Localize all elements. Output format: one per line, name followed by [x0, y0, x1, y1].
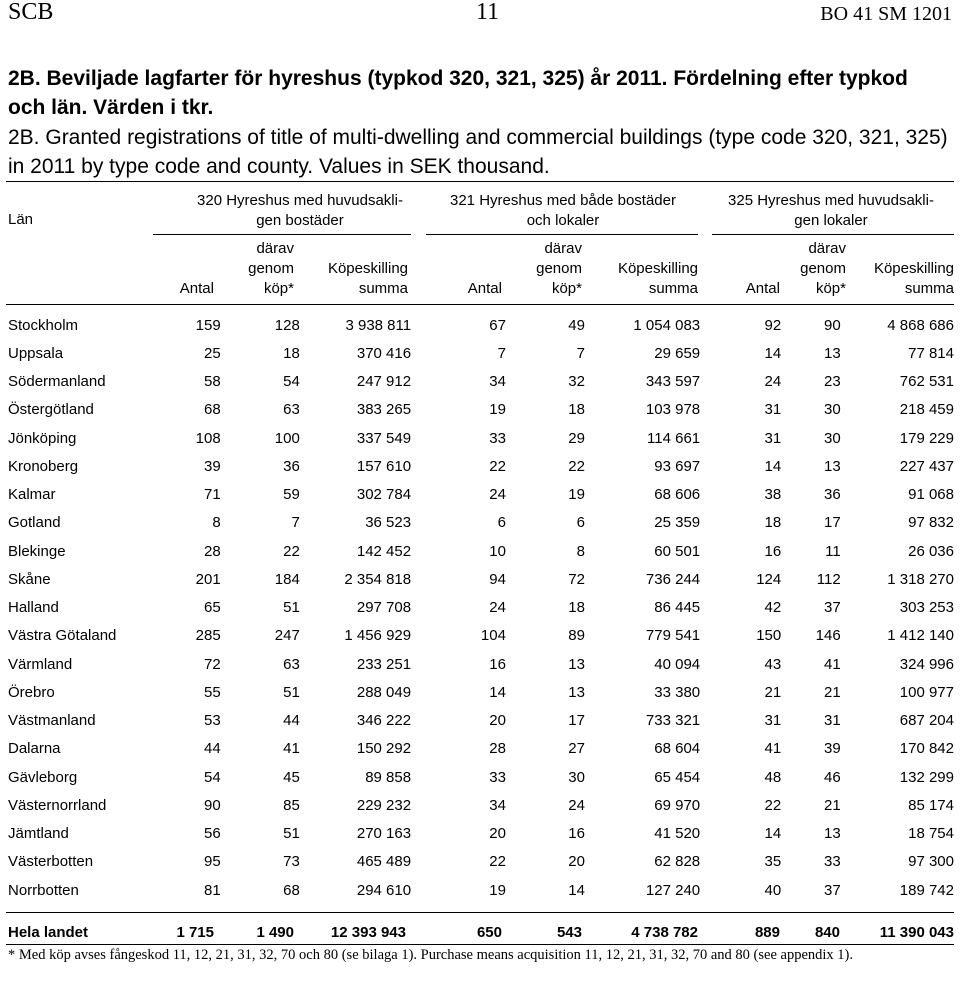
page-number: 11: [476, 0, 500, 25]
report-code: BO 41 SM 1201: [820, 3, 952, 25]
subheader-kop-325: [840, 259, 954, 299]
county-name: Västra Götaland: [8, 627, 117, 645]
table-cell: 68: [283, 881, 300, 899]
table-cell: 19: [489, 401, 506, 419]
group-header-320: [170, 191, 430, 231]
table-row: [8, 396, 954, 424]
table-row: [8, 537, 954, 565]
county-name: Örebro: [8, 683, 55, 701]
table-cell: 31: [764, 401, 782, 419]
table-cell: 33: [489, 429, 506, 447]
table-cell: 16: [764, 542, 782, 560]
table-cell: 128: [274, 316, 300, 334]
table-cell: 22: [489, 853, 506, 871]
subheader-kop-line1: Köpeskilling: [617, 260, 698, 277]
table-cell: 54: [283, 373, 300, 391]
county-name: Västernorrland: [8, 796, 107, 814]
table-cell: 37: [823, 599, 841, 617]
table-cell: 65 454: [654, 768, 701, 786]
group-header-320-line1: 320 Hyreshus med huvudsakli-: [197, 192, 403, 209]
table-cell: 53: [204, 712, 221, 730]
table-cell: 46: [823, 768, 841, 786]
table-cell: 127 240: [645, 881, 701, 899]
table-row: [8, 594, 954, 622]
group-header-320-line2: gen bostäder: [256, 212, 344, 229]
table-cell: 297 708: [356, 599, 412, 617]
table-cell: 8: [576, 542, 585, 560]
table-cell: 45: [283, 768, 300, 786]
subheader-darav-line2: genom: [248, 260, 294, 277]
table-cell: 4 868 686: [887, 316, 954, 334]
table-cell: 22: [568, 457, 585, 475]
table-cell: 124: [756, 570, 782, 588]
subheader-antal-320: Antal: [179, 280, 214, 297]
table-cell: 93 697: [654, 457, 701, 475]
table-row: [8, 848, 954, 876]
table-cell: 34: [489, 796, 506, 814]
table-cell: 68 606: [654, 486, 701, 504]
table-cell: 89 858: [365, 768, 412, 786]
table-cell: 77 814: [908, 344, 954, 362]
table-cell: 92: [764, 316, 782, 334]
table-cell: 24: [489, 486, 506, 504]
table-cell: 13: [568, 683, 585, 701]
table-cell: 44: [204, 740, 221, 758]
table-cell: 31: [823, 712, 841, 730]
subheader-kop-line2: summa: [904, 280, 954, 297]
total-cell: 889: [754, 923, 780, 941]
table-cell: 60 501: [654, 542, 701, 560]
table-cell: 7: [291, 514, 300, 532]
total-cell: 12 393 943: [330, 923, 406, 941]
group-header-325-line2: gen lokaler: [794, 212, 868, 229]
table-cell: 40: [764, 881, 782, 899]
table-cell: 85: [283, 796, 300, 814]
table-row: [8, 876, 954, 904]
header-bottom-rule: [6, 304, 954, 305]
table-cell: 81: [204, 881, 221, 899]
table-title-swedish: 2B. Beviljade lagfarter för hyreshus (typkod 320, 321, 325) år 2011. Fördelning efter typkod och län. Värden i tkr.: [8, 67, 908, 119]
table-cell: 20: [568, 853, 585, 871]
table-cell: 302 784: [356, 486, 412, 504]
table-cell: 16: [489, 655, 506, 673]
subheader-darav-line3: köp*: [815, 280, 846, 297]
table-cell: 30: [823, 401, 841, 419]
total-cell: 11 390 043: [879, 923, 954, 941]
table-row: [8, 339, 954, 367]
table-cell: 22: [489, 457, 506, 475]
table-row: [8, 820, 954, 848]
table-cell: 170 842: [899, 740, 954, 758]
table-cell: 62 828: [654, 853, 701, 871]
table-cell: 227 437: [899, 457, 954, 475]
table-cell: 2 354 818: [344, 570, 412, 588]
table-row: [8, 481, 954, 509]
table-cell: 24: [489, 599, 506, 617]
table-cell: 18: [568, 401, 585, 419]
table-row: [8, 509, 954, 537]
table-cell: 7: [576, 344, 585, 362]
table-cell: 132 299: [899, 768, 954, 786]
county-name: Gävleborg: [8, 768, 78, 786]
group-header-321-line2: och lokaler: [526, 212, 600, 229]
table-cell: 51: [283, 825, 300, 843]
table-cell: 10: [489, 542, 506, 560]
table-cell: 36 523: [365, 514, 412, 532]
subheader-antal-325: Antal: [745, 280, 780, 297]
table-cell: 28: [204, 542, 221, 560]
table-cell: 6: [576, 514, 585, 532]
table-cell: 14: [764, 825, 782, 843]
table-cell: 108: [195, 429, 221, 447]
table-cell: 8: [212, 514, 221, 532]
table-cell: 383 265: [356, 401, 412, 419]
table-cell: 146: [815, 627, 841, 645]
table-cell: 97 832: [908, 514, 954, 532]
table-cell: 13: [823, 457, 841, 475]
table-cell: 150 292: [356, 740, 412, 758]
county-name: Jönköping: [8, 429, 77, 447]
table-cell: 48: [764, 768, 782, 786]
table-cell: 27: [568, 740, 585, 758]
county-name: Värmland: [8, 655, 73, 673]
table-cell: 30: [823, 429, 841, 447]
table-cell: 22: [764, 796, 782, 814]
table-cell: 14: [568, 881, 585, 899]
subheader-kop-line1: Köpeskilling: [873, 260, 954, 277]
table-cell: 11: [825, 542, 841, 560]
county-name: Uppsala: [8, 344, 64, 362]
table-cell: 1 318 270: [887, 570, 954, 588]
table-cell: 218 459: [899, 401, 954, 419]
subheader-kop-line2: summa: [648, 280, 698, 297]
table-cell: 28: [489, 740, 506, 758]
county-data-table: [8, 311, 954, 904]
table-cell: 465 489: [356, 853, 412, 871]
subheader-darav-line3: köp*: [551, 280, 582, 297]
table-cell: 17: [823, 514, 841, 532]
footnote: * Med köp avses fångeskod 11, 12, 21, 31, 32, 70 och 80 (se bilaga 1). Purchase means acquisition 11, 12, 21, 31, 32, 70 and 80 (see appendix 1).: [8, 947, 854, 963]
total-cell: 1 490: [256, 923, 294, 941]
table-cell: 72: [204, 655, 221, 673]
table-cell: 90: [823, 316, 841, 334]
page-header: [0, 0, 960, 28]
subheader-darav-325: [766, 239, 846, 299]
table-title-english: 2B. Granted registrations of title of multi-dwelling and commercial buildings (type code 320, 321, 325) in 2011 by type code and county. Values in SEK thousand.: [8, 126, 948, 178]
table-cell: 14: [764, 457, 782, 475]
total-label: Hela landet: [8, 923, 89, 941]
county-name: Kalmar: [8, 486, 56, 504]
subheader-darav-321: [502, 239, 582, 299]
table-cell: 43: [764, 655, 782, 673]
table-cell: 270 163: [356, 825, 412, 843]
table-cell: 67: [489, 316, 506, 334]
county-column-header: Län: [8, 211, 34, 228]
group-underline-325: [712, 234, 954, 235]
table-cell: 370 416: [356, 344, 412, 362]
table-cell: 56: [204, 825, 221, 843]
table-cell: 20: [489, 825, 506, 843]
table-cell: 100: [274, 429, 300, 447]
total-cell: 650: [476, 923, 502, 941]
table-row: [8, 622, 954, 650]
table-cell: 104: [480, 627, 506, 645]
table-cell: 1 054 083: [633, 316, 701, 334]
table-cell: 24: [568, 796, 585, 814]
county-name: Blekinge: [8, 542, 66, 560]
table-cell: 779 541: [645, 627, 701, 645]
table-cell: 184: [274, 570, 300, 588]
county-name: Skåne: [8, 570, 51, 588]
subheader-darav-320: [214, 239, 294, 299]
table-cell: 22: [283, 542, 300, 560]
table-cell: 21: [823, 796, 841, 814]
table-cell: 54: [204, 768, 221, 786]
subheader-kop-line2: summa: [358, 280, 408, 297]
subheader-kop-321: [584, 259, 698, 299]
total-top-rule: [6, 912, 954, 913]
table-cell: 25: [204, 344, 221, 362]
subheader-kop-line1: Köpeskilling: [327, 260, 408, 277]
total-cell: 840: [814, 923, 840, 941]
table-cell: 179 229: [899, 429, 954, 447]
table-cell: 736 244: [645, 570, 701, 588]
table-cell: 189 742: [899, 881, 954, 899]
total-cell: 543: [556, 923, 582, 941]
table-row: [8, 311, 954, 339]
table-cell: 100 977: [899, 683, 954, 701]
table-cell: 343 597: [645, 373, 701, 391]
table-cell: 31: [764, 712, 782, 730]
table-cell: 85 174: [908, 796, 954, 814]
table-cell: 72: [568, 570, 585, 588]
county-name: Västmanland: [8, 712, 96, 730]
subheader-darav-line2: genom: [800, 260, 846, 277]
table-cell: 44: [283, 712, 300, 730]
table-cell: 41 520: [654, 825, 701, 843]
table-cell: 21: [823, 683, 841, 701]
table-cell: 36: [283, 457, 300, 475]
table-cell: 6: [497, 514, 506, 532]
table-cell: 41: [823, 655, 841, 673]
table-cell: 29 659: [654, 344, 701, 362]
table-cell: 103 978: [645, 401, 701, 419]
table-cell: 294 610: [356, 881, 412, 899]
table-cell: 18: [568, 599, 585, 617]
table-cell: 3 938 811: [345, 316, 412, 334]
table-cell: 89: [568, 627, 585, 645]
table-cell: 34: [489, 373, 506, 391]
table-cell: 14: [764, 344, 782, 362]
subheader-antal-321: Antal: [467, 280, 502, 297]
table-cell: 13: [823, 344, 841, 362]
table-cell: 31: [764, 429, 782, 447]
table-cell: 150: [756, 627, 782, 645]
table-cell: 33: [489, 768, 506, 786]
subheader-darav-line2: genom: [536, 260, 582, 277]
table-cell: 288 049: [356, 683, 412, 701]
county-name: Östergötland: [8, 401, 94, 419]
table-cell: 41: [283, 740, 300, 758]
table-cell: 63: [283, 401, 300, 419]
table-cell: 51: [283, 599, 300, 617]
table-cell: 91 068: [908, 486, 954, 504]
table-cell: 762 531: [899, 373, 954, 391]
table-cell: 18: [283, 344, 300, 362]
table-cell: 7: [497, 344, 506, 362]
group-header-325: [702, 191, 960, 231]
table-cell: 346 222: [356, 712, 412, 730]
table-cell: 94: [489, 570, 506, 588]
table-cell: 58: [204, 373, 221, 391]
table-row: [8, 565, 954, 593]
table-cell: 247 912: [356, 373, 412, 391]
table-cell: 49: [568, 316, 585, 334]
table-cell: 65: [204, 599, 221, 617]
table-cell: 30: [568, 768, 585, 786]
table-cell: 37: [823, 881, 841, 899]
table-cell: 17: [568, 712, 585, 730]
table-cell: 201: [195, 570, 221, 588]
table-cell: 18: [764, 514, 782, 532]
total-bottom-rule: [6, 944, 954, 945]
table-cell: 16: [568, 825, 585, 843]
table-cell: 68: [204, 401, 221, 419]
table-cell: 324 996: [899, 655, 954, 673]
table-cell: 39: [204, 457, 221, 475]
subheader-darav-line1: därav: [544, 240, 582, 257]
table-cell: 21: [764, 683, 782, 701]
subheader-darav-line1: därav: [256, 240, 294, 257]
table-row: [8, 424, 954, 452]
group-underline-320: [153, 234, 411, 235]
group-header-325-line1: 325 Hyreshus med huvudsakli-: [728, 192, 934, 209]
table-cell: 68 604: [654, 740, 701, 758]
table-cell: 55: [204, 683, 221, 701]
table-cell: 112: [816, 570, 841, 588]
county-name: Kronoberg: [8, 457, 79, 475]
table-cell: 14: [489, 683, 506, 701]
table-cell: 35: [764, 853, 782, 871]
total-cell: 1 715: [176, 923, 214, 941]
table-cell: 41: [764, 740, 782, 758]
table-cell: 59: [283, 486, 300, 504]
table-row: [8, 735, 954, 763]
table-cell: 233 251: [356, 655, 412, 673]
table-cell: 20: [489, 712, 506, 730]
county-name: Halland: [8, 599, 59, 617]
county-name: Gotland: [8, 514, 61, 532]
subheader-darav-line3: köp*: [263, 280, 294, 297]
table-row: [8, 368, 954, 396]
table-cell: 86 445: [654, 599, 701, 617]
table-cell: 33: [823, 853, 841, 871]
group-header-321-line1: 321 Hyreshus med både bostäder: [450, 192, 676, 209]
table-cell: 73: [283, 853, 300, 871]
table-cell: 1 456 929: [344, 627, 412, 645]
table-cell: 687 204: [899, 712, 954, 730]
table-row: [8, 763, 954, 791]
table-cell: 337 549: [356, 429, 412, 447]
table-cell: 97 300: [908, 853, 954, 871]
table-cell: 23: [823, 373, 841, 391]
table-row: [8, 650, 954, 678]
total-cell: 4 738 782: [631, 923, 698, 941]
table-cell: 69 970: [654, 796, 701, 814]
table-cell: 51: [283, 683, 300, 701]
table-cell: 90: [204, 796, 221, 814]
total-table: [8, 920, 954, 944]
table-cell: 24: [764, 373, 782, 391]
table-cell: 733 321: [645, 712, 701, 730]
table-row: [8, 707, 954, 735]
group-underline-321: [426, 234, 698, 235]
table-cell: 26 036: [908, 542, 954, 560]
table-cell: 285: [195, 627, 221, 645]
table-cell: 114 661: [647, 429, 701, 447]
table-cell: 229 232: [356, 796, 412, 814]
table-row: [8, 791, 954, 819]
table-cell: 95: [204, 853, 221, 871]
subheader-darav-line1: därav: [808, 240, 846, 257]
table-cell: 36: [823, 486, 841, 504]
group-header-321: [428, 191, 698, 231]
table-cell: 38: [764, 486, 782, 504]
table-cell: 1 412 140: [887, 627, 954, 645]
table-cell: 18 754: [908, 825, 954, 843]
table-cell: 71: [204, 486, 221, 504]
table-cell: 13: [823, 825, 841, 843]
table-cell: 63: [283, 655, 300, 673]
table-cell: 19: [568, 486, 585, 504]
table-cell: 33 380: [654, 683, 701, 701]
table-cell: 29: [568, 429, 585, 447]
publisher-label: SCB: [8, 0, 54, 25]
table-cell: 157 610: [356, 457, 412, 475]
table-cell: 303 253: [899, 599, 954, 617]
table-cell: 247: [274, 627, 300, 645]
table-row: [8, 678, 954, 706]
table-cell: 39: [823, 740, 841, 758]
table-cell: 32: [568, 373, 585, 391]
table-cell: 142 452: [356, 542, 412, 560]
county-name: Norrbotten: [8, 881, 79, 899]
table-cell: 19: [489, 881, 506, 899]
county-name: Västerbotten: [8, 853, 94, 871]
subheader-kop-320: [296, 259, 408, 299]
table-cell: 40 094: [654, 655, 701, 673]
county-name: Södermanland: [8, 373, 106, 391]
table-cell: 25 359: [654, 514, 701, 532]
county-name: Jämtland: [8, 825, 69, 843]
table-row: [8, 452, 954, 480]
total-row: [8, 920, 954, 944]
table-cell: 159: [195, 316, 221, 334]
county-name: Stockholm: [8, 316, 79, 334]
table-cell: 42: [764, 599, 782, 617]
header-top-rule: [6, 181, 954, 182]
county-name: Dalarna: [8, 740, 61, 758]
table-cell: 13: [568, 655, 585, 673]
